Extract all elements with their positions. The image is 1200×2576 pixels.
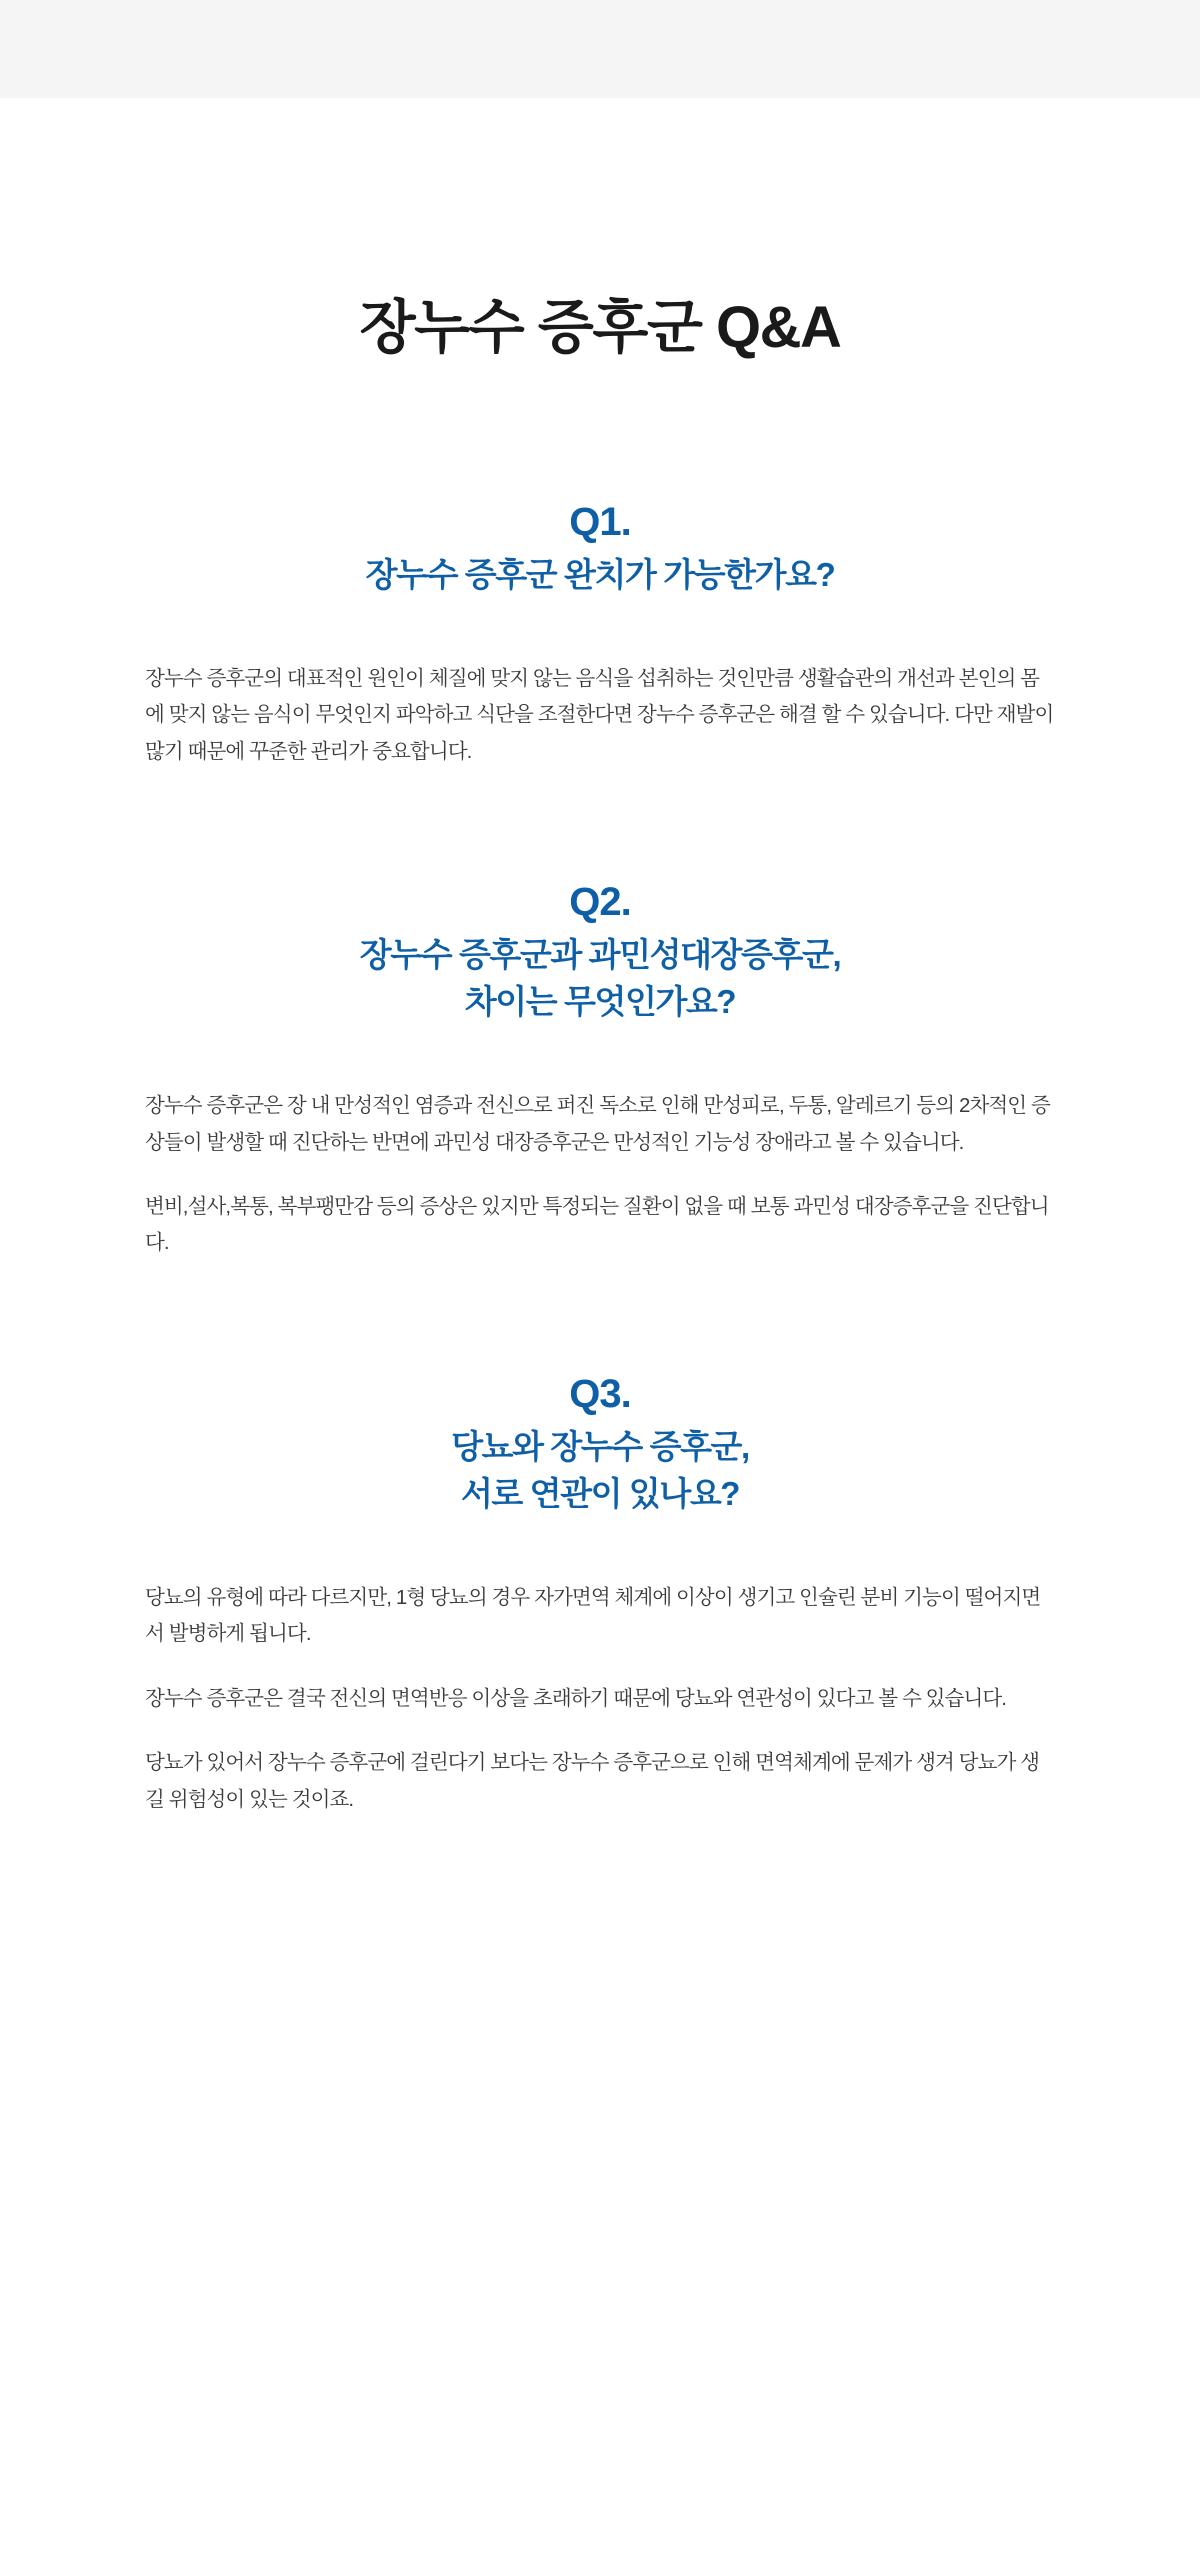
question-line: 장누수 증후군과 과민성대장증후군, — [359, 936, 841, 974]
answer-paragraph: 당뇨가 있어서 장누수 증후군에 걸린다기 보다는 장누수 증후군으로 인해 면역체계에 문제가 생겨 당뇨가 생길 위험성이 있는 것이죠. — [145, 1751, 1040, 1811]
answer-paragraph: 장누수 증후군의 대표적인 원인이 체질에 맞지 않는 음식을 섭취하는 것인만큼 생활습관의 개선과 본인의 몸에 맞지 않는 음식이 무엇인지 파악하고 식단을 조절한다면 장누수 증후군은 해결 할 수 있습니다. 다만 재발이 많기 때문에 꾸준한 관리가 중요합니다. — [145, 666, 1054, 763]
answer-2 — [145, 1026, 1055, 1262]
page-title: 장누수 증후군 Q&A — [359, 295, 841, 360]
question-line: 서로 연관이 있나요? — [460, 1474, 740, 1512]
question-text-2 — [145, 932, 1055, 1026]
answer-paragraph: 당뇨의 유형에 따라 다르지만, 1형 당뇨의 경우 자가면역 체계에 이상이 생기고 인슐린 분비 기능이 떨어지면서 발병하게 됩니다. — [145, 1585, 1041, 1646]
qa-block-2 — [145, 770, 1055, 1262]
answer-paragraph: 장누수 증후군은 장 내 만성적인 염증과 전신으로 퍼진 독소로 인해 만성피로, 두통, 알레르기 등의 2차적인 증상들이 발생할 때 진단하는 반면에 과민성 대장증후군은 만성적인 기능성 장애라고 볼 수 있습니다. — [145, 1094, 1050, 1154]
question-text-3 — [145, 1424, 1055, 1518]
qa-block-1 — [145, 364, 1055, 770]
answer-paragraph: 장누수 증후군은 결국 전신의 면역반응 이상을 초래하기 때문에 당뇨와 연관성이 있다고 볼 수 있습니다. — [145, 1686, 1007, 1710]
question-text-1 — [145, 552, 1055, 599]
question-number-1: Q1. — [569, 500, 631, 544]
answer-paragraph: 변비,설사,복통, 복부팽만감 등의 증상은 있지만 특정되는 질환이 없을 때 보통 과민성 대장증후군을 진단합니다. — [145, 1195, 1049, 1255]
bottom-spacer — [145, 1818, 1055, 1938]
question-line: 장누수 증후군 완치가 가능한가요? — [365, 556, 835, 593]
answer-3 — [145, 1518, 1055, 1818]
top-bar — [0, 0, 1200, 98]
question-line: 당뇨와 장누수 증후군, — [451, 1427, 749, 1465]
qa-block-3 — [145, 1262, 1055, 1818]
content-area — [0, 98, 1200, 1938]
question-line: 차이는 무엇인가요? — [464, 983, 736, 1021]
question-number-2: Q2. — [569, 880, 631, 925]
question-number-3: Q3. — [569, 1371, 631, 1416]
answer-1 — [145, 599, 1055, 770]
